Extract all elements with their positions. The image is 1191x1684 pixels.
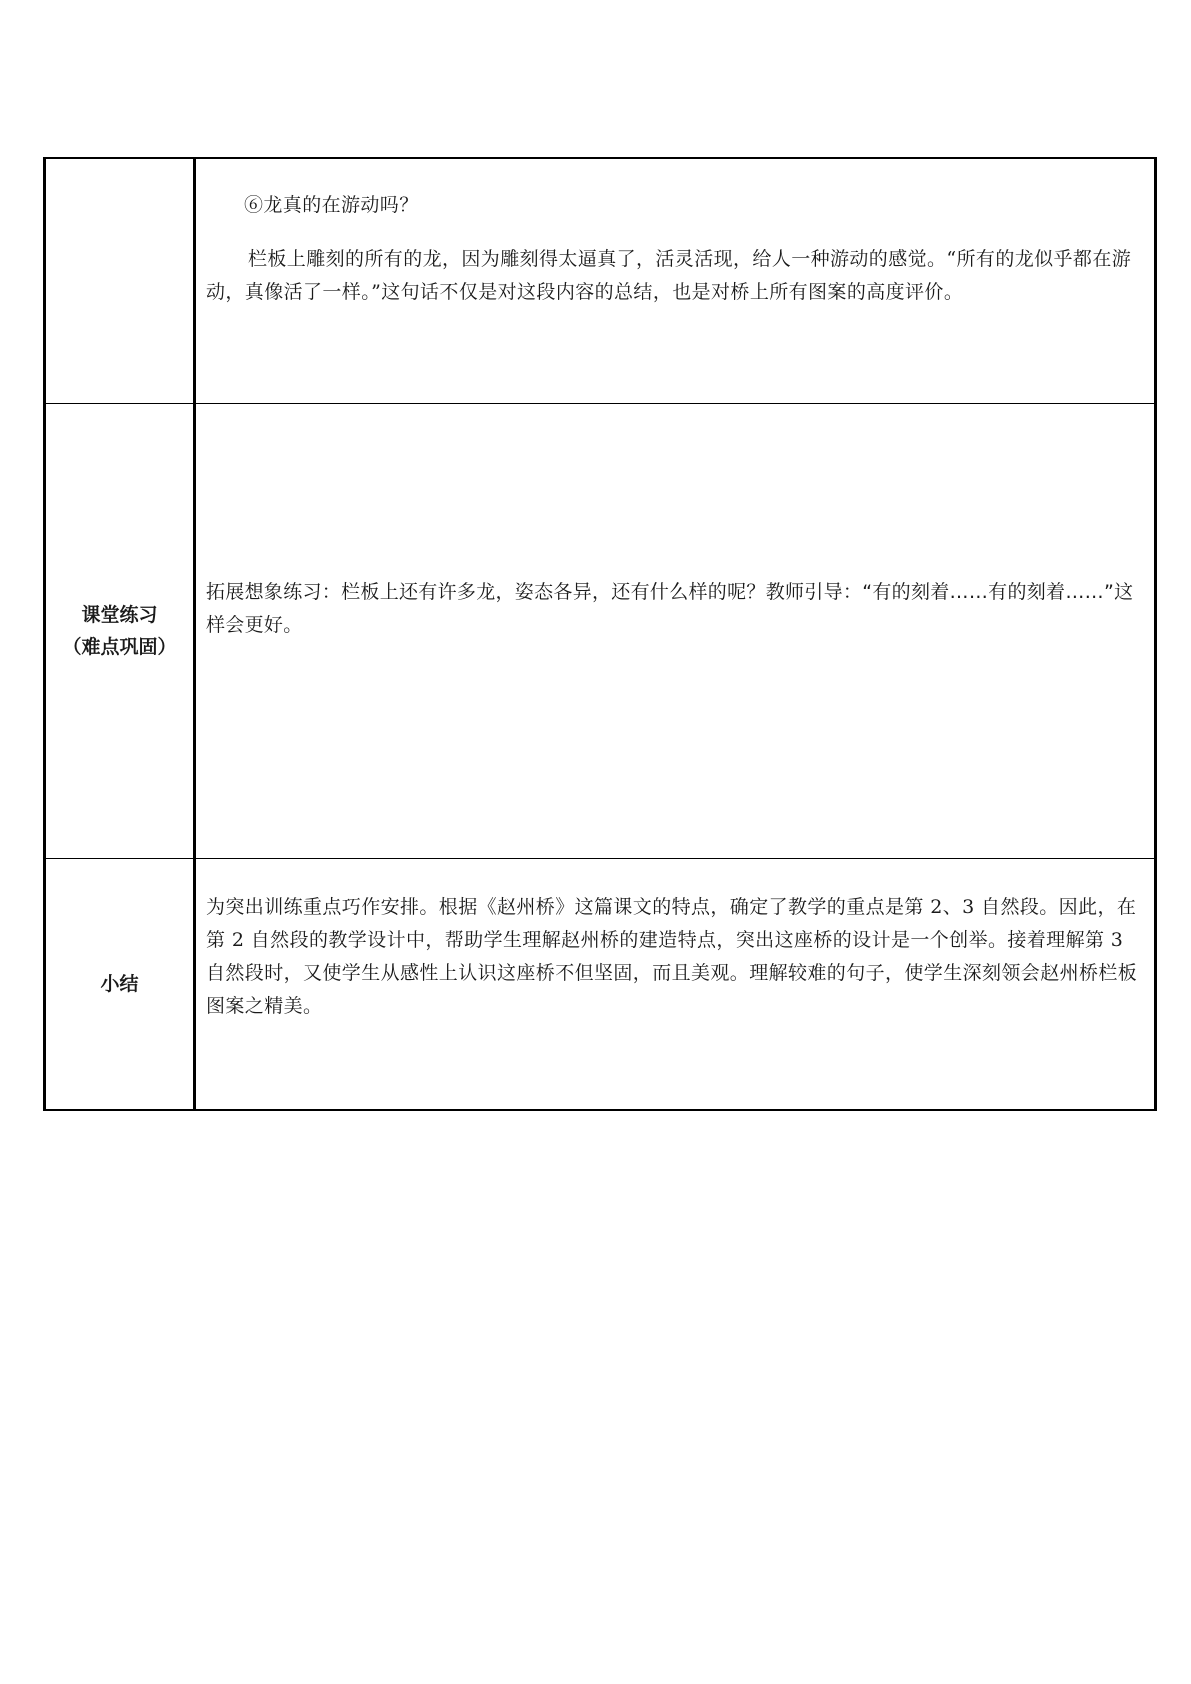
row-content <box>195 158 1156 403</box>
row-label-summary <box>45 858 195 1110</box>
question-text: ⑥龙真的在游动吗？ <box>244 194 419 216</box>
table-row <box>45 858 1156 1110</box>
summary-text: 为突出训练重点巧作安排。根据《赵州桥》这篇课文的特点，确定了教学的重点是第 2、3 自然段。因此，在第 2 自然段的教学设计中，帮助学生理解赵州桥的建造特点，突出这座桥的设计是一个创举。接着理解第 3 自然段时，又使学生从感性上认识这座桥不但坚固，而且美观。理解较难的句子，使学生深刻领会赵州桥栏板图案之精美。 <box>206 895 1138 1017</box>
row-label-line: 课堂练习 <box>81 603 158 626</box>
row-content <box>195 403 1156 858</box>
practice-text: 拓展想象练习：栏板上还有许多龙，姿态各异，还有什么样的呢？教师引导：“有的刻着……有的刻着……”这样会更好。 <box>206 580 1134 636</box>
table-row <box>45 403 1156 858</box>
lesson-plan-table <box>43 157 1157 1111</box>
row-label-empty <box>45 158 195 403</box>
row-label-practice <box>45 403 195 858</box>
row-content <box>195 858 1156 1110</box>
table-row <box>45 158 1156 403</box>
row-label-line: 小结 <box>100 972 139 995</box>
row-label-line: （难点巩固） <box>62 635 177 658</box>
explanation-paragraph: 栏板上雕刻的所有的龙，因为雕刻得太逼真了，活灵活现，给人一种游动的感觉。“所有的龙似乎都在游动，真像活了一样。”这句话不仅是对这段内容的总结，也是对桥上所有图案的高度评价。 <box>206 248 1132 303</box>
